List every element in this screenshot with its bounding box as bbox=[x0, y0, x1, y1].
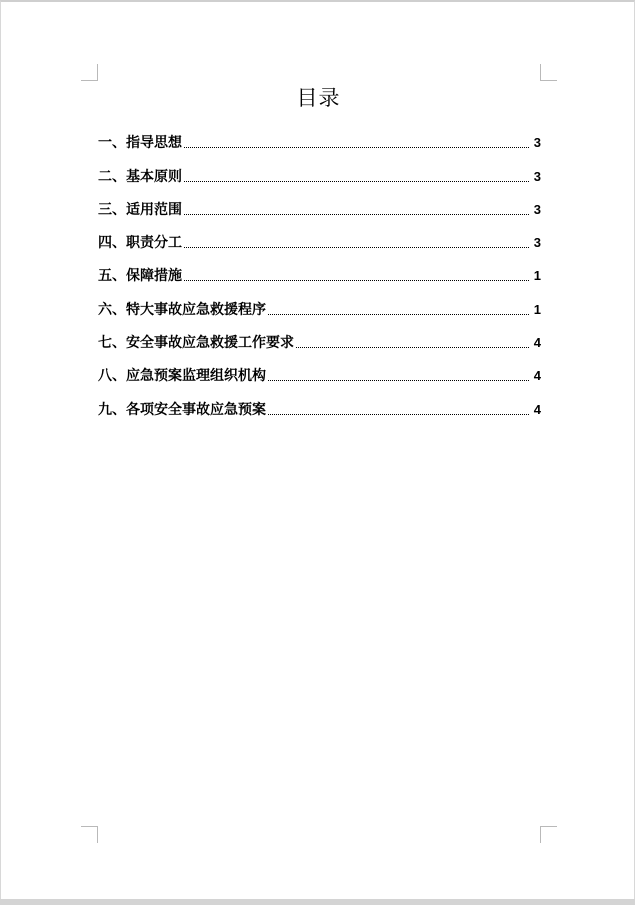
toc-entry[interactable] bbox=[98, 187, 541, 220]
toc-entry[interactable] bbox=[98, 220, 541, 253]
toc-dot-leader bbox=[268, 413, 529, 415]
toc-entry-label: 三、适用范围 bbox=[98, 201, 182, 218]
margin-corner-top-right bbox=[540, 64, 557, 81]
toc-entry[interactable] bbox=[98, 386, 541, 419]
toc-entry-label: 六、特大事故应急救援程序 bbox=[98, 301, 266, 318]
toc-entry-label: 二、基本原则 bbox=[98, 168, 182, 185]
toc-entry-page: 3 bbox=[533, 135, 541, 151]
toc-entry[interactable] bbox=[98, 286, 541, 319]
toc-list bbox=[98, 120, 541, 420]
toc-dot-leader bbox=[184, 246, 529, 248]
toc-entry-label: 五、保障措施 bbox=[98, 268, 182, 285]
window-bottom-edge bbox=[0, 899, 635, 905]
toc-dot-leader bbox=[268, 379, 529, 381]
toc-dot-leader bbox=[268, 313, 529, 315]
toc-entry[interactable] bbox=[98, 353, 541, 386]
toc-entry-page: 3 bbox=[533, 168, 541, 184]
toc-entry[interactable] bbox=[98, 153, 541, 186]
toc-entry[interactable] bbox=[98, 120, 541, 153]
toc-entry-label: 八、应急预案监理组织机构 bbox=[98, 368, 266, 385]
toc-entry-label: 七、安全事故应急救援工作要求 bbox=[98, 335, 294, 352]
toc-entry-page: 4 bbox=[533, 368, 541, 384]
toc-entry[interactable] bbox=[98, 253, 541, 286]
toc-entry-page: 1 bbox=[533, 268, 541, 284]
toc-entry-label: 一、指导思想 bbox=[98, 135, 182, 152]
toc-entry-page: 3 bbox=[533, 201, 541, 217]
toc-dot-leader bbox=[184, 279, 529, 281]
toc-entry-page: 4 bbox=[533, 401, 541, 417]
toc-entry[interactable] bbox=[98, 320, 541, 353]
margin-corner-top-left bbox=[81, 64, 98, 81]
toc-dot-leader bbox=[184, 146, 529, 148]
toc-dot-leader bbox=[296, 346, 529, 348]
toc-entry-page: 4 bbox=[533, 335, 541, 351]
toc-dot-leader bbox=[184, 180, 529, 182]
toc-entry-label: 九、各项安全事故应急预案 bbox=[98, 401, 266, 418]
toc-entry-label: 四、职责分工 bbox=[98, 235, 182, 252]
toc-entry-page: 3 bbox=[533, 235, 541, 251]
toc-entry-page: 1 bbox=[533, 301, 541, 317]
margin-corner-bottom-left bbox=[81, 826, 98, 843]
toc-dot-leader bbox=[184, 213, 529, 215]
margin-corner-bottom-right bbox=[540, 826, 557, 843]
toc-title: 目录 bbox=[296, 86, 341, 110]
